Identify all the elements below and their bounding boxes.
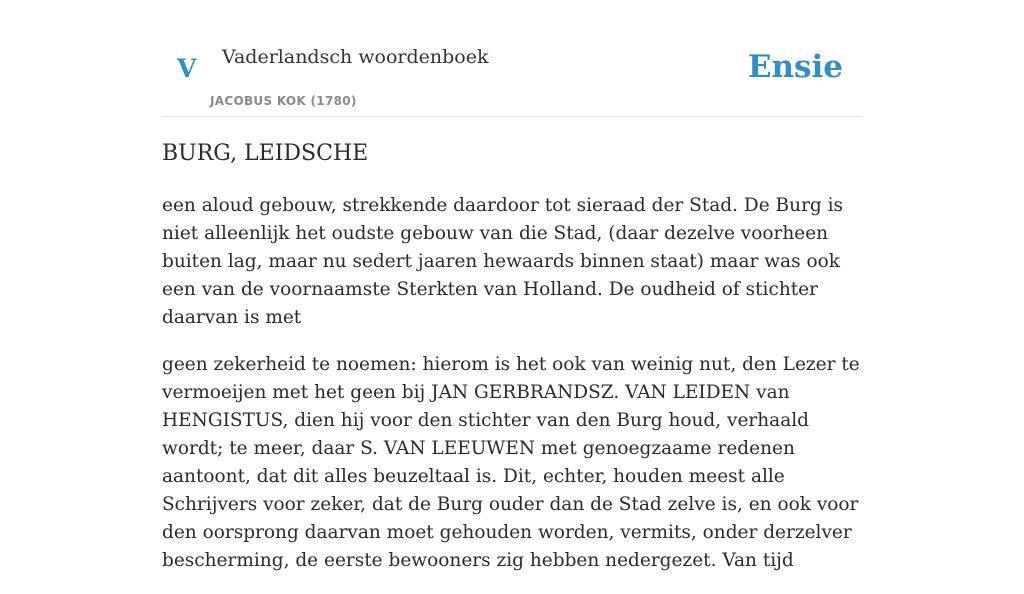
- book-logo-letter[interactable]: V: [177, 54, 197, 83]
- book-title[interactable]: Vaderlandsch woordenboek: [222, 46, 489, 68]
- paragraph: een aloud gebouw, strekkende daardoor tot sieraad der Stad. De Burg is niet alleenlijk het oudste gebouw van die Stad, (daar dezelve voorheen buiten lag, maar nu sedert jaaren hewaards binnen staat) maar was ook een van de voornaamste Sterkten van Holland. De oudheid of stichter daarvan is met: [162, 195, 844, 328]
- entry-title: BURG, LEIDSCHE: [162, 141, 369, 166]
- author-line: JACOBUS KOK (1780): [210, 94, 357, 108]
- paragraph: geen zekerheid te noemen: hierom is het ook van weinig nut, den Lezer te vermoeijen met het geen bij JAN GERBRANDSZ. VAN LEIDEN van HENGISTUS, dien hij voor den stichter van den Burg houd, verhaald wordt; te meer, daar S. VAN LEEUWEN met genoegzaame redenen aantoont, dat dit alles beuzeltaal is. Dit, echter, houden meest alle Schrijvers voor zeker, dat de Burg ouder dan de Stad zelve is, en ook voor den oorsprong daarvan moet gehouden worden, vermits, onder derzelver bescherming, de eerste bewooners zig hebben nedergezet. Van tijd: [162, 354, 860, 571]
- entry-body: [162, 192, 862, 594]
- brand-logo[interactable]: Ensie: [747, 49, 843, 85]
- header: [162, 0, 862, 117]
- page: [162, 0, 862, 571]
